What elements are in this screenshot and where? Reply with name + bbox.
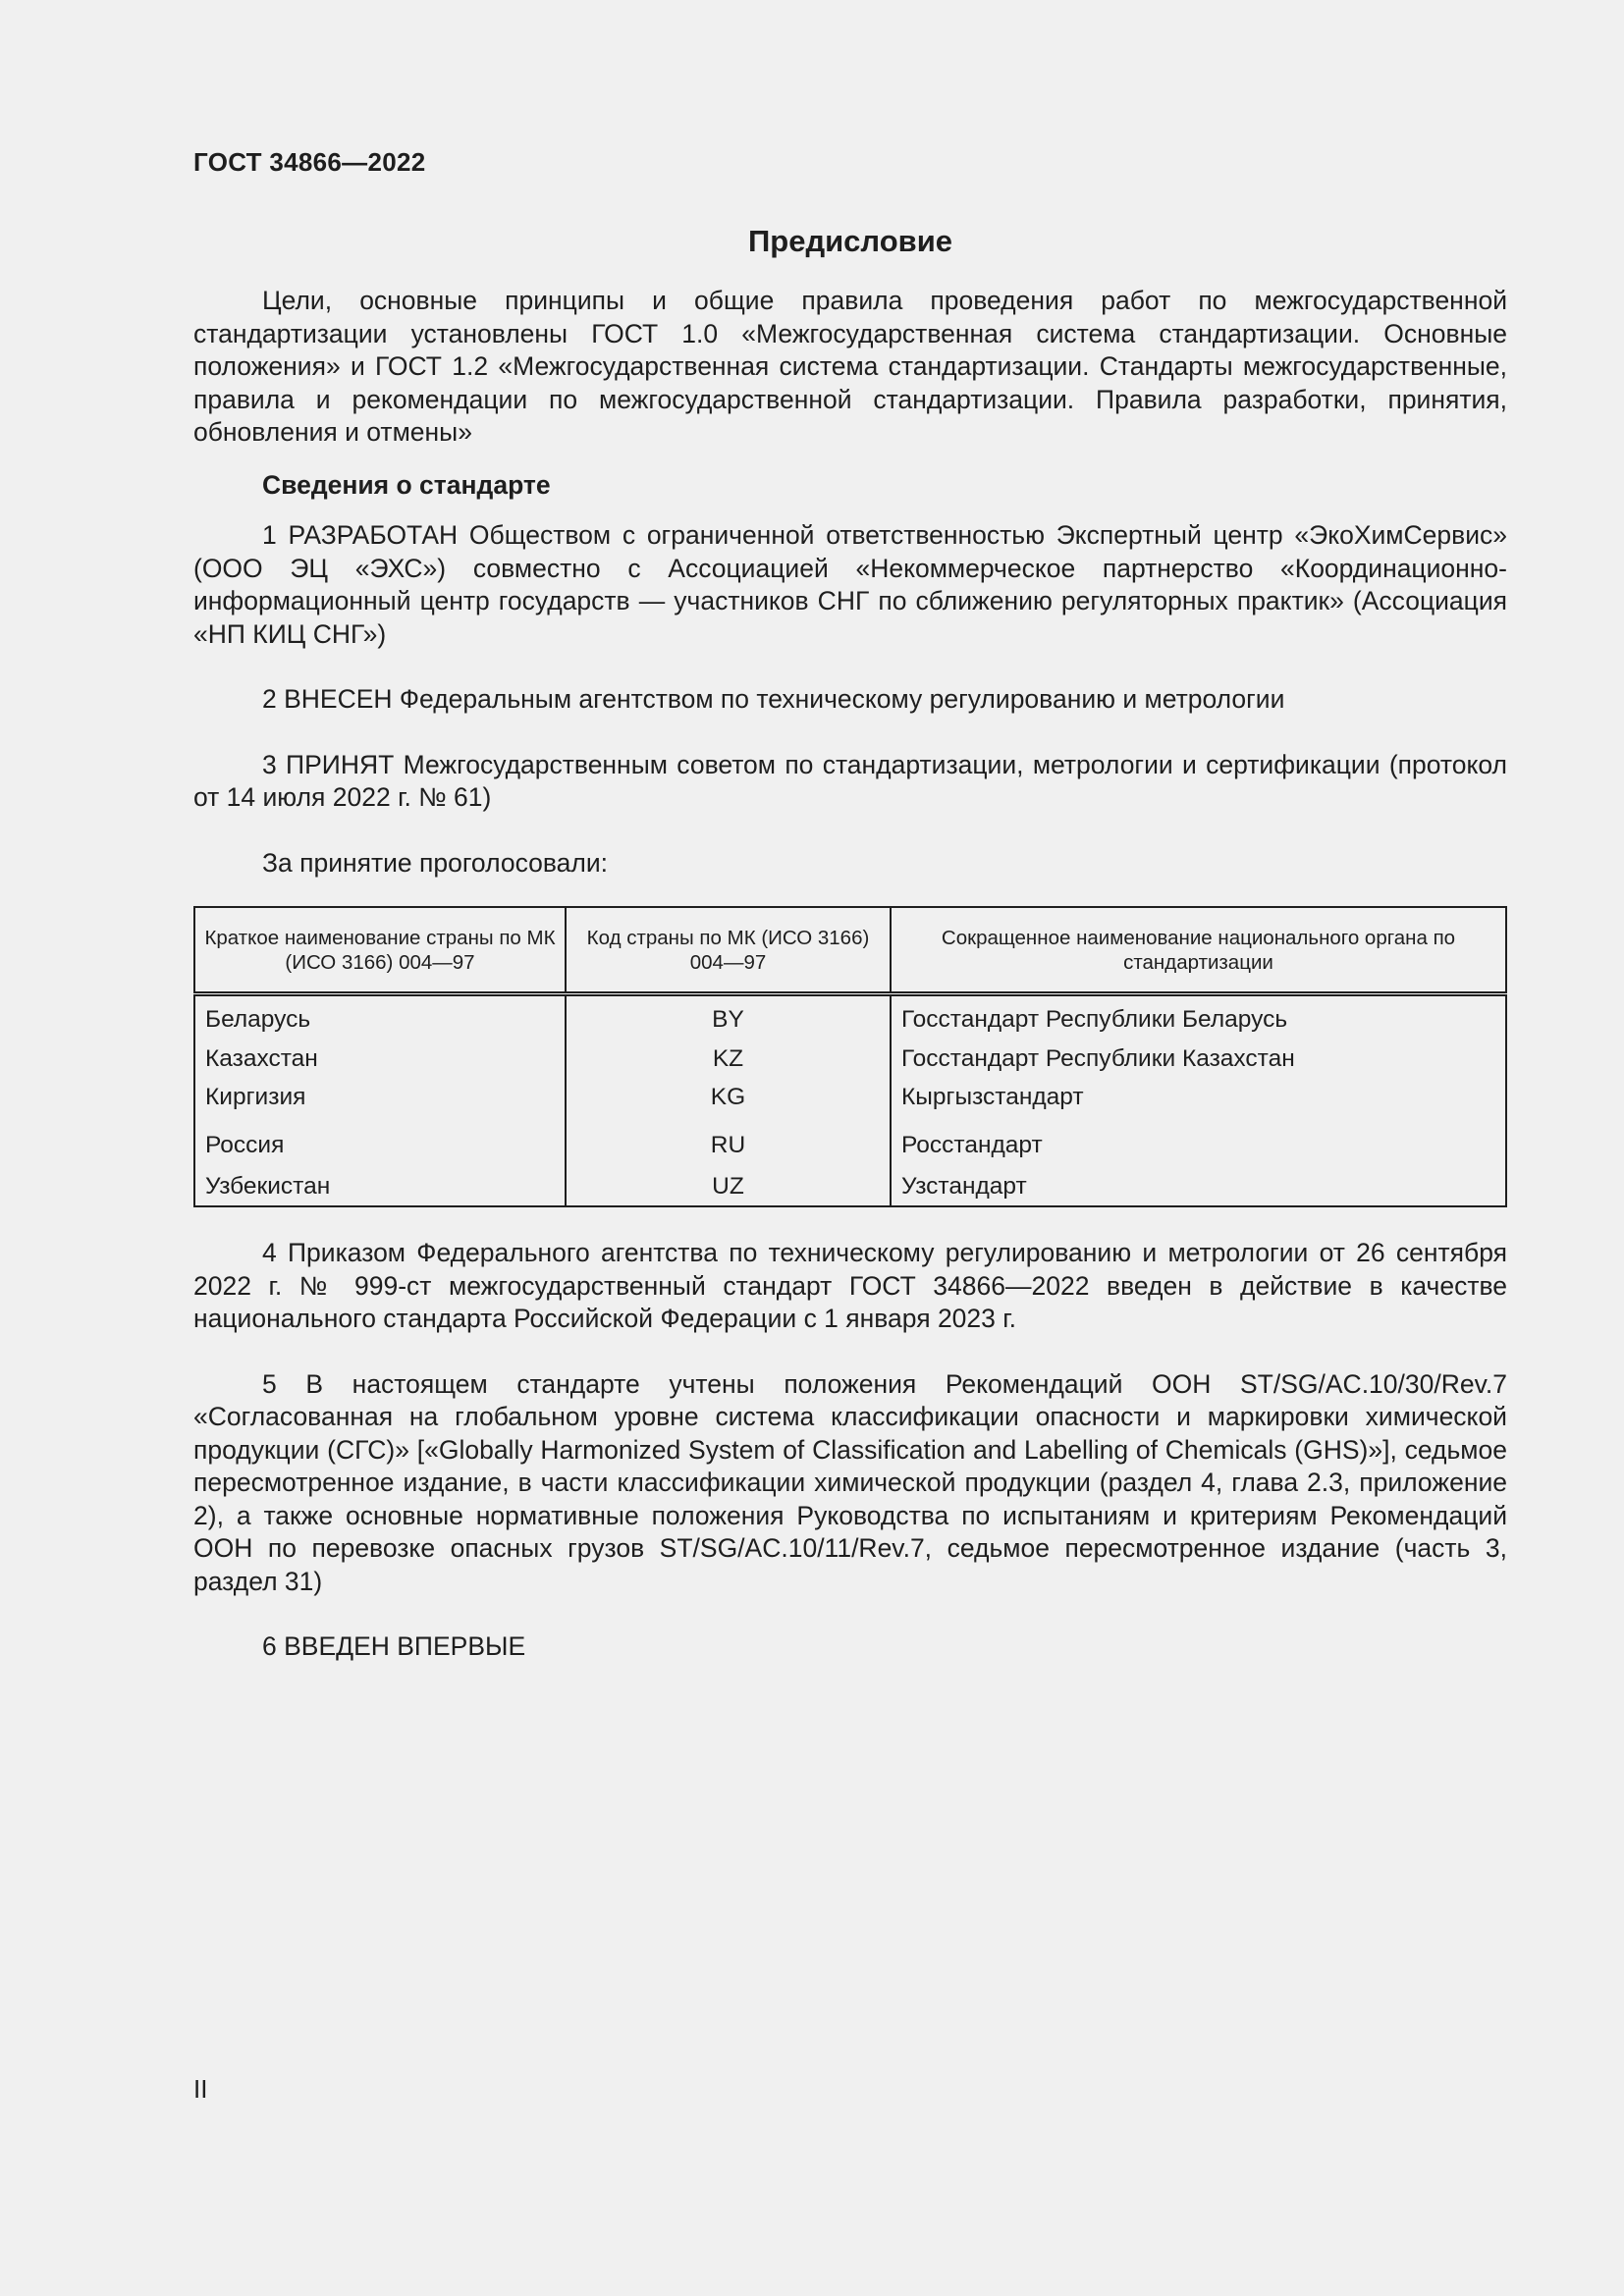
preface-content: [193, 285, 1507, 1664]
cell-country: Узбекистан: [194, 1168, 566, 1206]
table-row: [194, 994, 1506, 1041]
cell-authority: Кыргызстандарт: [891, 1078, 1506, 1116]
item-developed: 1 РАЗРАБОТАН Обществом с ограниченной ответственностью Экспертный центр «ЭкоХимСервис» (ООО ЭЦ «ЭХС») совместно с Ассоциацией «Некоммерческое партнерство «Координационно-информационный центр государств — участников СНГ по сближению регуляторных практик» (Ассоциация «НП КИЦ СНГ»): [193, 520, 1507, 649]
cell-country: Беларусь: [194, 994, 566, 1041]
table-row: [194, 1078, 1506, 1116]
subheading: Сведения о стандарте: [262, 469, 551, 500]
cell-code: RU: [566, 1116, 891, 1168]
cell-authority: Росстандарт: [891, 1116, 1506, 1168]
item-introduced: 2 ВНЕСЕН Федеральным агентством по техническому регулированию и метрологии: [262, 684, 1285, 714]
item-takes-into-account: 5 В настоящем стандарте учтены положения Рекомендаций ООН ST/SG/AC.10/30/Rev.7 «Согласованная на глобальном уровне система классификации опасности и маркировки химической продукции (СГС)» [«Globally Harmonized System of Classification and Labelling of Chemicals (GHS)»], седьмое пересмотренное издание, в части классификации химической продукции (раздел 4, глава 2.3, приложение 2), а также основные нормативные положения Руководства по испытаниям и критериям Рекомендаций ООН по перевозке опасных грузов ST/SG/AC.10/11/Rev.7, седьмое пересмотренное издание (часть 3, раздел 31): [193, 1368, 1507, 1596]
cell-authority: Узстандарт: [891, 1168, 1506, 1206]
cell-code: KZ: [566, 1040, 891, 1078]
cell-country: Киргизия: [194, 1078, 566, 1116]
table-header-row: [194, 907, 1506, 994]
cell-code: BY: [566, 994, 891, 1041]
cell-country: Россия: [194, 1116, 566, 1168]
item-order: 4 Приказом Федерального агентства по техническому регулированию и метрологии от 26 сентября 2022 г. № 999-ст межгосударственный стандарт ГОСТ 34866—2022 введен в действие в качестве национального стандарта Российской Федерации с 1 января 2023 г.: [193, 1238, 1507, 1333]
table-row: [194, 1116, 1506, 1168]
header-authority: Сокращенное наименование национального органа по стандартизации: [891, 907, 1506, 994]
cell-authority: Госстандарт Республики Беларусь: [891, 994, 1506, 1041]
intro-paragraph: Цели, основные принципы и общие правила проведения работ по межгосударственной стандартизации установлены ГОСТ 1.0 «Межгосударственная система стандартизации. Основные положения» и ГОСТ 1.2 «Межгосударственная система стандартизации. Стандарты межгосударственные, правила и рекомендации по межгосударственной стандартизации. Правила разработки, принятия, обновления и отмены»: [193, 286, 1507, 447]
cell-authority: Госстандарт Республики Казахстан: [891, 1040, 1506, 1078]
cell-country: Казахстан: [194, 1040, 566, 1078]
item-first-time: 6 ВВЕДЕН ВПЕРВЫЕ: [262, 1631, 526, 1661]
item-voted: За принятие проголосовали:: [262, 847, 609, 878]
header-code: Код страны по МК (ИСО 3166) 004—97: [566, 907, 891, 994]
header-country: Краткое наименование страны по МК (ИСО 3166) 004—97: [194, 907, 566, 994]
document-header: ГОСТ 34866—2022: [193, 147, 426, 177]
voting-countries-table: [193, 906, 1507, 1207]
page-number: II: [193, 2074, 208, 2104]
item-adopted: 3 ПРИНЯТ Межгосударственным советом по стандартизации, метрологии и сертификации (протокол от 14 июля 2022 г. № 61): [193, 749, 1507, 812]
page-title: Предисловие: [747, 224, 952, 258]
cell-code: KG: [566, 1078, 891, 1116]
table-row: [194, 1040, 1506, 1078]
table-row: [194, 1168, 1506, 1206]
cell-code: UZ: [566, 1168, 891, 1206]
